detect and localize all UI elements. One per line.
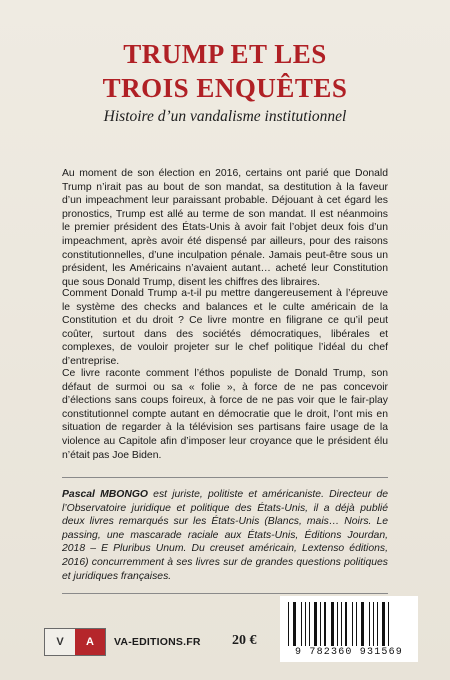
body-paragraph-3: Ce livre raconte comment l’éthos populiste de Donald Trump, son défaut de surmoi ou sa « folie », à force de ne pas concevoir d’élections sans coups foireux, à force de ne pas voir que le fair-play constitutionnel compte autant en démocratie que le droit, l’ont mis en situation de regarder à la télévision ses partisans faire usage de la violence au Capitole afin d’imposer leur croyance que le président élu n’était pas Joe Biden. xyxy=(62,368,388,461)
barcode-bar xyxy=(341,602,342,646)
body-paragraph-2: Comment Donald Trump a-t-il pu mettre dangereusement à l’épreuve le système des checks and balances et le culte américain de la Constitution et du droit ? Ce livre montre en filigrane ce qu’il peut coûter, surtout dans des sociétés démocratiques, libérales et complexes, de vouloir projeter sur le chef politique l’idéal du chef d’entreprise. xyxy=(62,288,388,367)
logo-letter-v: V xyxy=(45,629,75,655)
barcode-bar xyxy=(305,602,306,646)
barcode-bar xyxy=(331,602,334,646)
barcode-bar xyxy=(324,602,326,646)
barcode-bar xyxy=(352,602,353,646)
barcode-bar xyxy=(322,602,323,646)
barcode-bar xyxy=(345,602,347,646)
barcode-bar xyxy=(379,602,381,646)
body-paragraph-1: Au moment de son élection en 2016, certains ont parié que Donald Trump n’irait pas au bout de son mandat, sa destitution à la faveur d’un impeachment leur paraissant probable. Déjouant à cet égard les pronostics, Trump est allé au terme de son mandat. Il est néanmoins le premier président des États-Unis à avoir fait l’objet deux fois d’un impeachment, après avoir été dispensé par ailleurs, pour des raisons constitutionnelles, d’une inculpation pénale. Jamais peut-être sous un président, les Américains n’avaient autant… acheté leur Constitution que sous Donald Trump, disent les chiffres des libraires. xyxy=(62,168,388,288)
divider-bottom xyxy=(62,593,388,594)
barcode-bar xyxy=(297,602,300,646)
barcode-bar xyxy=(318,602,319,646)
isbn-barcode xyxy=(280,596,418,662)
author-name: Pascal MBONGO xyxy=(62,489,149,500)
barcode-bar xyxy=(307,602,308,646)
publisher-url: VA-EDITIONS.FR xyxy=(114,636,201,648)
isbn-number: 9 782360 931569 xyxy=(294,647,403,658)
barcode-bar xyxy=(386,602,387,646)
barcode-bar xyxy=(303,602,304,646)
logo-letter-a: A xyxy=(75,629,105,655)
barcode-bar xyxy=(348,602,351,646)
barcode-bar xyxy=(343,602,344,646)
barcode-bar xyxy=(320,602,321,646)
barcode-bar xyxy=(339,602,340,646)
barcode-bar xyxy=(309,602,310,646)
barcode-bar xyxy=(301,602,302,646)
divider-top xyxy=(62,477,388,478)
barcode-bar xyxy=(388,602,389,646)
barcode-bar xyxy=(377,602,378,646)
price: 20 € xyxy=(232,633,257,648)
barcode-bar xyxy=(358,602,360,646)
barcode-bar xyxy=(293,602,296,646)
barcode-bar xyxy=(390,602,391,646)
barcode-bar xyxy=(327,602,330,646)
author-bio-text: est juriste, politiste et américaniste. Directeur de l’Observatoire juridique et politique des États-Unis, il a déjà publié deux livres remarqués sur les États-Unis (Blancs, mais… Noirs. Le passing, une mascarade raciale aux États-Unis, Éditions Jourdan, 2018 – E Pluribus Unum. Du creuset américain, Lextenso éditions, 2016) concurremment à ses livres sur de grandes questions politiques et juridiques françaises. xyxy=(62,489,388,582)
barcode-bar xyxy=(375,602,376,646)
barcode-bars xyxy=(288,602,410,646)
barcode-bar xyxy=(361,602,364,646)
barcode-bar xyxy=(311,602,313,646)
author-bio xyxy=(62,488,388,583)
publisher-logo xyxy=(44,628,106,656)
barcode-bar xyxy=(382,602,385,646)
subtitle: Histoire d’un vandalisme institutionnel xyxy=(103,108,347,125)
title-line-1: TRUMP ET LES xyxy=(123,39,327,69)
barcode-bar xyxy=(314,602,317,646)
barcode-bar xyxy=(290,602,292,646)
barcode-bar xyxy=(365,602,368,646)
title-line-2: TROIS ENQUÊTES xyxy=(102,73,348,103)
barcode-bar xyxy=(373,602,374,646)
barcode-bar xyxy=(356,602,357,646)
barcode-bar xyxy=(369,602,370,646)
barcode-bar xyxy=(354,602,355,646)
barcode-bar xyxy=(288,602,289,646)
barcode-bar xyxy=(335,602,336,646)
barcode-bar xyxy=(337,602,338,646)
barcode-bar xyxy=(371,602,372,646)
